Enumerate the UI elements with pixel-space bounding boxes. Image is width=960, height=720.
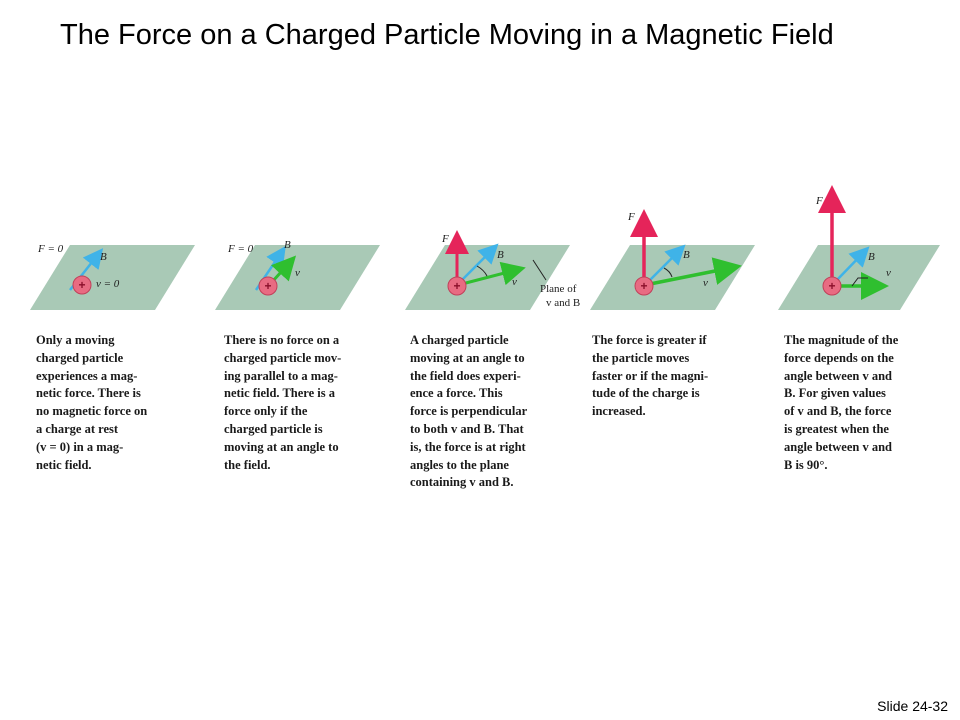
panel-2-caption [224, 332, 396, 474]
panel-4-caption [592, 332, 764, 421]
panel-1-charge-sign: + [78, 278, 86, 292]
panel-2-caption-text: There is no force on a charged particle mov- ing parallel to a mag- netic field. There is a force only if the charged particle is moving at an angle to the field. [224, 333, 342, 472]
panel-1-velocity-label: v = 0 [96, 278, 120, 290]
panel-3-diagram [405, 233, 580, 310]
panel-4-diagram [590, 211, 755, 310]
panel-2-field-label: B [284, 239, 291, 251]
panel-5-diagram [778, 192, 940, 310]
panel-2-diagram [215, 239, 380, 310]
slide-title: The Force on a Charged Particle Moving in a Magnetic Field [60, 19, 834, 51]
panel-4-charge-sign: + [640, 279, 648, 293]
panel-5-velocity-label: v [886, 267, 891, 279]
panel-4-caption-text: The force is greater if the particle moves faster or if the magni- tude of the charge is increased. [592, 333, 709, 419]
panel-4-field-label: B [683, 249, 690, 261]
panel-1-force-label: F = 0 [38, 243, 64, 255]
panel-3-plane-label-line-1: Plane of [540, 283, 577, 295]
panel-5-field-label: B [868, 251, 875, 263]
panel-2-force-label: F = 0 [228, 243, 254, 255]
panel-3-field-label: B [497, 249, 504, 261]
panel-4-velocity-label: v [703, 277, 708, 289]
panel-5-force-label: F [816, 195, 823, 207]
panel-3-plane-label-line-2: v and B [546, 297, 581, 309]
panel-1-field-label: B [100, 251, 107, 263]
panel-4-force-label: F [628, 211, 635, 223]
panel-3-charge-sign: + [453, 279, 461, 293]
panel-3-caption [410, 332, 582, 492]
force-diagram-figure [0, 180, 960, 320]
panel-2-charge-sign: + [264, 279, 272, 293]
panel-4-plane [590, 245, 755, 310]
panel-3-force-label: F [442, 233, 449, 245]
force-diagram-svg [0, 180, 960, 320]
panel-5-caption-text: The magnitude of the force depends on the angle between v and B. For given values of v and B, the force is greatest when the angle between v and B is 90°. [784, 333, 899, 472]
panel-5-charge-sign: + [828, 279, 836, 293]
panel-1-diagram [30, 243, 195, 310]
panel-1-caption [36, 332, 208, 474]
panel-1-caption-text: Only a moving charged particle experiences a mag- netic force. There is no magnetic force on a charge at rest (v = 0) in a mag- netic field. [36, 333, 148, 472]
panel-2-velocity-label: v [295, 267, 300, 279]
panel-3-velocity-label: v [512, 276, 517, 288]
slide-number: Slide 24-32 [877, 698, 948, 714]
panel-5-caption [784, 332, 956, 474]
panel-3-caption-text: A charged particle moving at an angle to the field does experi- ence a force. This force is perpendicular to both v and B. That is, the force is at right angles to the plane containing v and B. [410, 333, 528, 490]
